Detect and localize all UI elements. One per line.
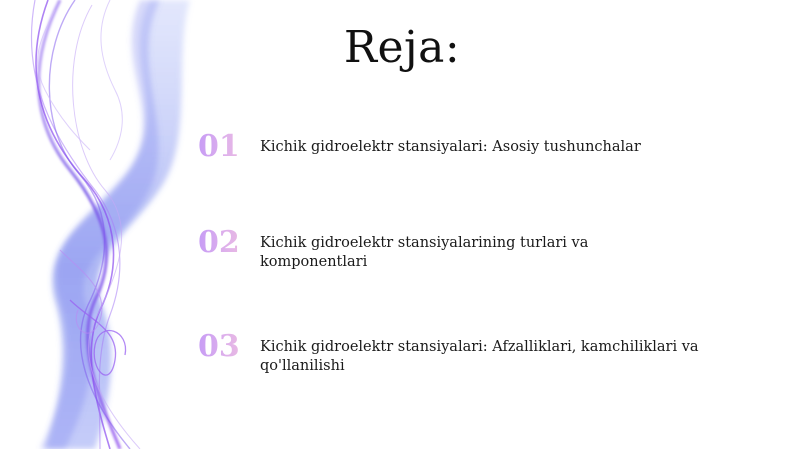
agenda-item-number: 01 [198,130,254,164]
slide-title: Reja: [343,22,461,73]
agenda-item-number: 02 [198,226,254,260]
agenda-item-number: 03 [198,330,254,364]
agenda-item-text: Kichik gidroelektr stansiyalari: Asosiy tushunchalar [260,139,641,155]
agenda-item-2 [198,226,758,276]
agenda-item-1 [198,130,758,180]
agenda-item-text: Kichik gidroelektr stansiyalarining turlari va komponentlari [260,235,589,270]
agenda-item-text: Kichik gidroelektr stansiyalari: Afzalliklari, kamchiliklari va qo'llanilishi [260,339,699,374]
agenda-item-3 [198,330,758,380]
